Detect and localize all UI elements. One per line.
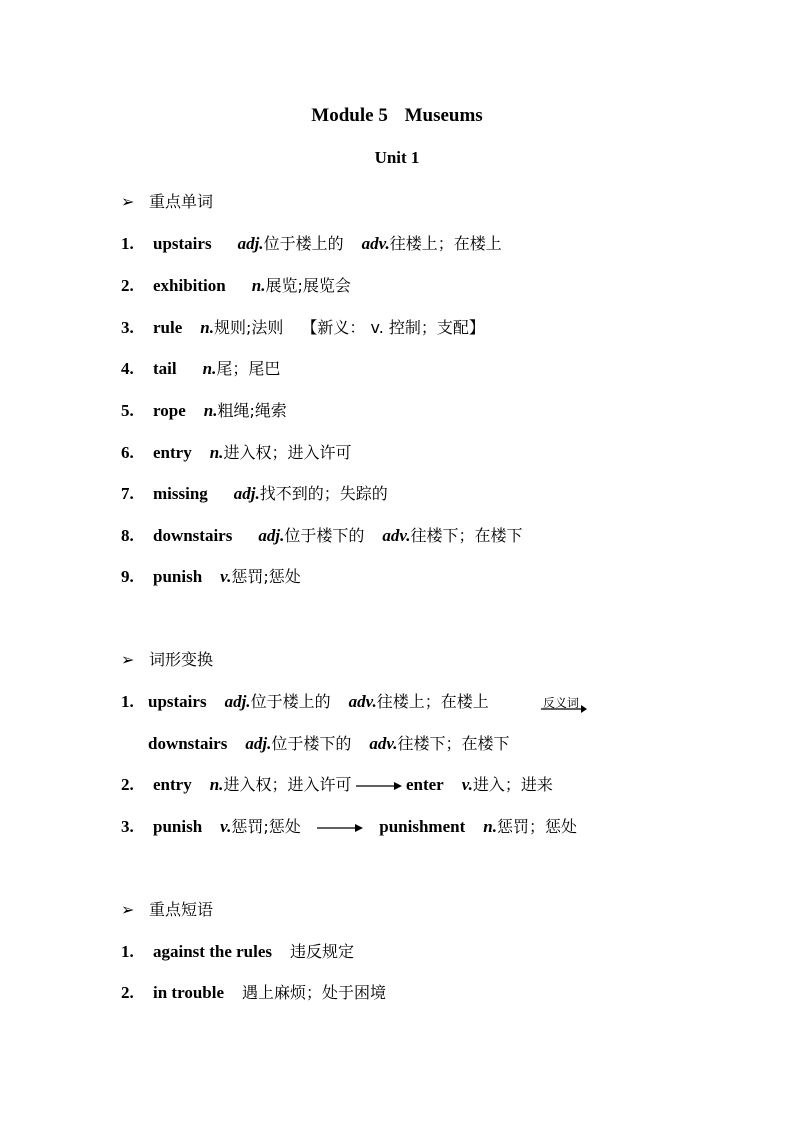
word-entry: 5. rope n.粗绳;绳索 — [121, 401, 287, 420]
antonym-label: 反义词 — [543, 696, 580, 710]
module-number: Module 5 — [311, 105, 388, 126]
form-entry: downstairs adj.位于楼下的 adv.往楼下；在楼下 — [148, 734, 510, 753]
word-entry: 1. upstairs adj.位于楼上的 adv.往楼上；在楼上 — [121, 234, 502, 253]
right-arrow-icon — [541, 704, 587, 714]
word-entry: 7. missing adj.找不到的；失踪的 — [121, 484, 388, 503]
word-entry: 2. exhibition n.展览;展览会 — [121, 276, 351, 295]
section-heading-words: ➢ 重点单词 — [121, 192, 214, 211]
word-entry: 9. punish v.惩罚;惩处 — [121, 567, 301, 586]
phrase-entry: 1. against the rules 违反规定 — [121, 942, 355, 961]
right-arrow-icon — [356, 781, 402, 791]
word-entry: 6. entry n.进入权；进入许可 — [121, 443, 352, 462]
form-entry: 3. punish v.惩罚;惩处 punishment n.惩罚；惩处 — [121, 817, 577, 836]
arrowhead-bullet-icon: ➢ — [121, 902, 135, 919]
word-entry: 3. rule n.规则;法则 【新义： v. 控制；支配】 — [121, 318, 485, 337]
phrase-entry: 2. in trouble 遇上麻烦；处于困境 — [121, 983, 387, 1002]
page-title — [0, 105, 794, 127]
word-entry: 8. downstairs adj.位于楼下的 adv.往楼下；在楼下 — [121, 526, 523, 545]
section-heading-phrases: ➢ 重点短语 — [121, 900, 214, 919]
form-entry: 2. entry n.进入权；进入许可 enter v.进入；进来 — [121, 775, 553, 794]
form-entry: 1. upstairs adj.位于楼上的 adv.往楼上；在楼上 — [121, 692, 489, 711]
section-heading-forms: ➢ 词形变换 — [121, 650, 214, 669]
arrowhead-bullet-icon: ➢ — [121, 194, 135, 211]
word-entry: 4. tail n.尾；尾巴 — [121, 359, 281, 378]
arrowhead-bullet-icon: ➢ — [121, 652, 135, 669]
module-name: Museums — [404, 105, 483, 126]
right-arrow-icon — [317, 823, 363, 833]
unit-heading: Unit 1 — [374, 148, 420, 167]
